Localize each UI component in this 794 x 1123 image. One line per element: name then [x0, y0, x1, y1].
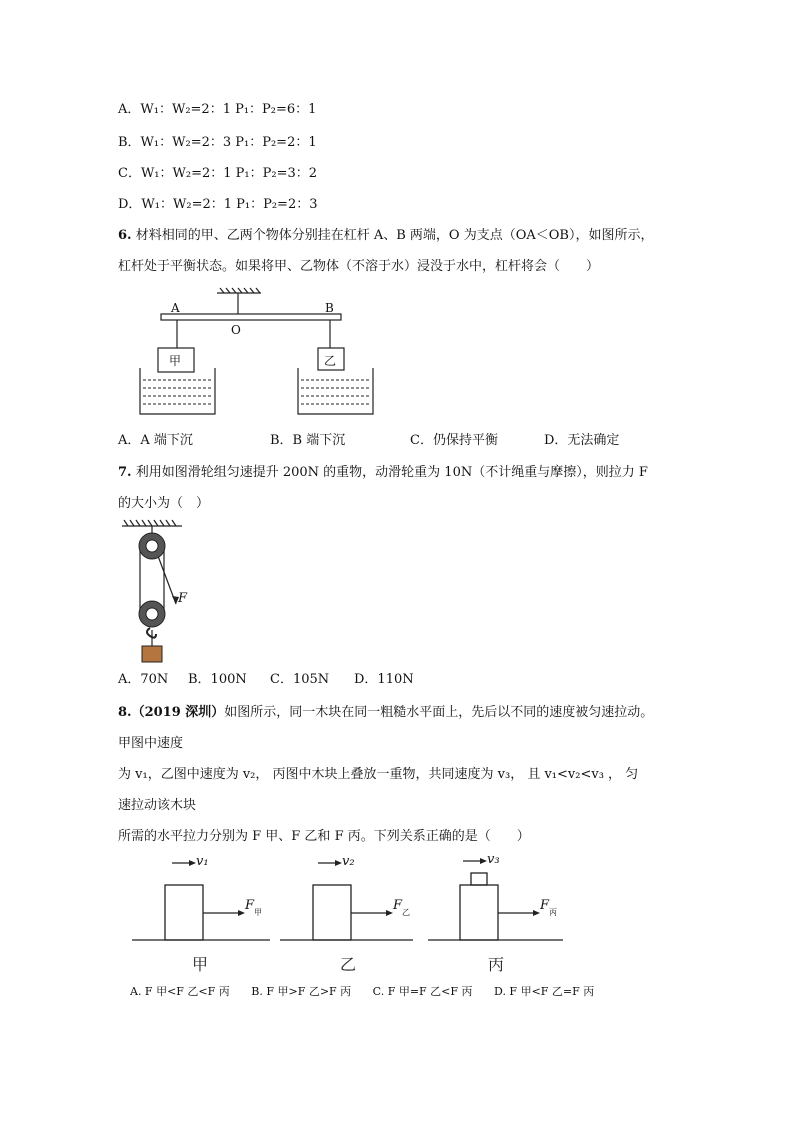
- q7-pulley-figure: [120, 520, 210, 665]
- q6-label-b: B: [325, 301, 334, 315]
- q6-stem-line2: 杠杆处于平衡状态。如果将甲、乙物体（不溶于水）浸没于水中，杠杆将会（ ）: [118, 259, 600, 274]
- q8-f1-label: F: [245, 898, 255, 913]
- q8-blocks-figure: [130, 853, 570, 978]
- q8-option-a: A. F 甲<F 乙<F 丙: [130, 985, 230, 998]
- q8-text-1: 如图所示，同一木块在同一粗糙水平面上，先后以不同的速度被匀速拉动。: [224, 705, 654, 720]
- q8-stem-line1: [118, 703, 653, 723]
- q8-stem-line2: 甲图中速度: [118, 736, 184, 751]
- q8-f3-sub: 丙: [549, 908, 557, 917]
- prev-option-a: A．W₁：W₂=2：1 P₁：P₂=6：1: [118, 102, 317, 117]
- q6-option-b: B．B 端下沉: [270, 433, 346, 448]
- q6-obj-right: 乙: [324, 354, 337, 368]
- q8-stem-line3: 为 v₁，乙图中速度为 v₂， 丙图中木块上叠放一重物，共同速度为 v₃， 且 v₁<v₂<v₃ ， 匀: [118, 767, 639, 782]
- q6-text-1: 材料相同的甲、乙两个物体分别挂在杠杆 A、B 两端，O 为支点（OA＜OB），如图所示，: [135, 228, 654, 243]
- q6-option-c: C．仍保持平衡: [410, 433, 498, 448]
- q8-stem-line4: 速拉动该木块: [118, 798, 197, 813]
- q7-stem-line2: 的大小为（ ）: [118, 496, 210, 511]
- q8-caption-jia: 甲: [192, 955, 209, 974]
- q8-caption-bing: 丙: [488, 955, 505, 974]
- q8-options: [130, 983, 612, 999]
- q7-force-label: F: [178, 591, 188, 606]
- q8-f3-label: F: [540, 898, 550, 913]
- q8-source: （2019 深圳）: [131, 705, 225, 720]
- q6-label-a: A: [171, 301, 180, 315]
- q8-caption-yi: 乙: [340, 955, 357, 974]
- q8-f2-sub: 乙: [402, 908, 410, 917]
- q8-stem-line5: 所需的水平拉力分别为 F 甲、F 乙和 F 丙。下列关系正确的是（ ）: [118, 829, 530, 844]
- q8-v2-label: v₂: [342, 854, 355, 869]
- q8-f2-label: F: [393, 898, 403, 913]
- q6-label-o: O: [231, 323, 241, 337]
- q8-option-b: B. F 甲>F 乙>F 丙: [251, 985, 352, 998]
- q7-option-a: A．70N: [118, 672, 169, 687]
- prev-option-b: B．W₁：W₂=2：3 P₁：P₂=2：1: [118, 135, 317, 150]
- q7-stem-line1: [118, 463, 648, 483]
- q6-obj-left: 甲: [169, 354, 182, 368]
- q6-lever-figure: [135, 288, 365, 418]
- q7-option-d: D．110N: [354, 672, 414, 687]
- q7-number: 7.: [118, 465, 132, 480]
- q8-option-c: C. F 甲=F 乙<F 丙: [372, 985, 473, 998]
- q7-text-1: 利用如图滑轮组匀速提升 200N 的重物，动滑轮重为 10N（不计绳重与摩擦），则拉力 F: [135, 465, 648, 480]
- q8-option-d: D. F 甲<F 乙=F 丙: [494, 985, 595, 998]
- q8-v1-label: v₁: [196, 854, 209, 869]
- prev-option-d: D．W₁：W₂=2：1 P₁：P₂=2：3: [118, 197, 318, 212]
- q6-option-d: D．无法确定: [544, 433, 620, 448]
- q6-number: 6.: [118, 228, 132, 243]
- q6-option-a: A．A 端下沉: [118, 433, 193, 448]
- q6-stem-line1: [118, 226, 653, 246]
- q7-option-b: B．100N: [188, 672, 247, 687]
- q7-option-c: C．105N: [270, 672, 330, 687]
- prev-option-c: C．W₁：W₂=2：1 P₁：P₂=3：2: [118, 166, 318, 181]
- q8-v3-label: v₃: [487, 852, 500, 867]
- q8-number: 8.: [118, 705, 132, 720]
- q8-f1-sub: 甲: [254, 908, 262, 917]
